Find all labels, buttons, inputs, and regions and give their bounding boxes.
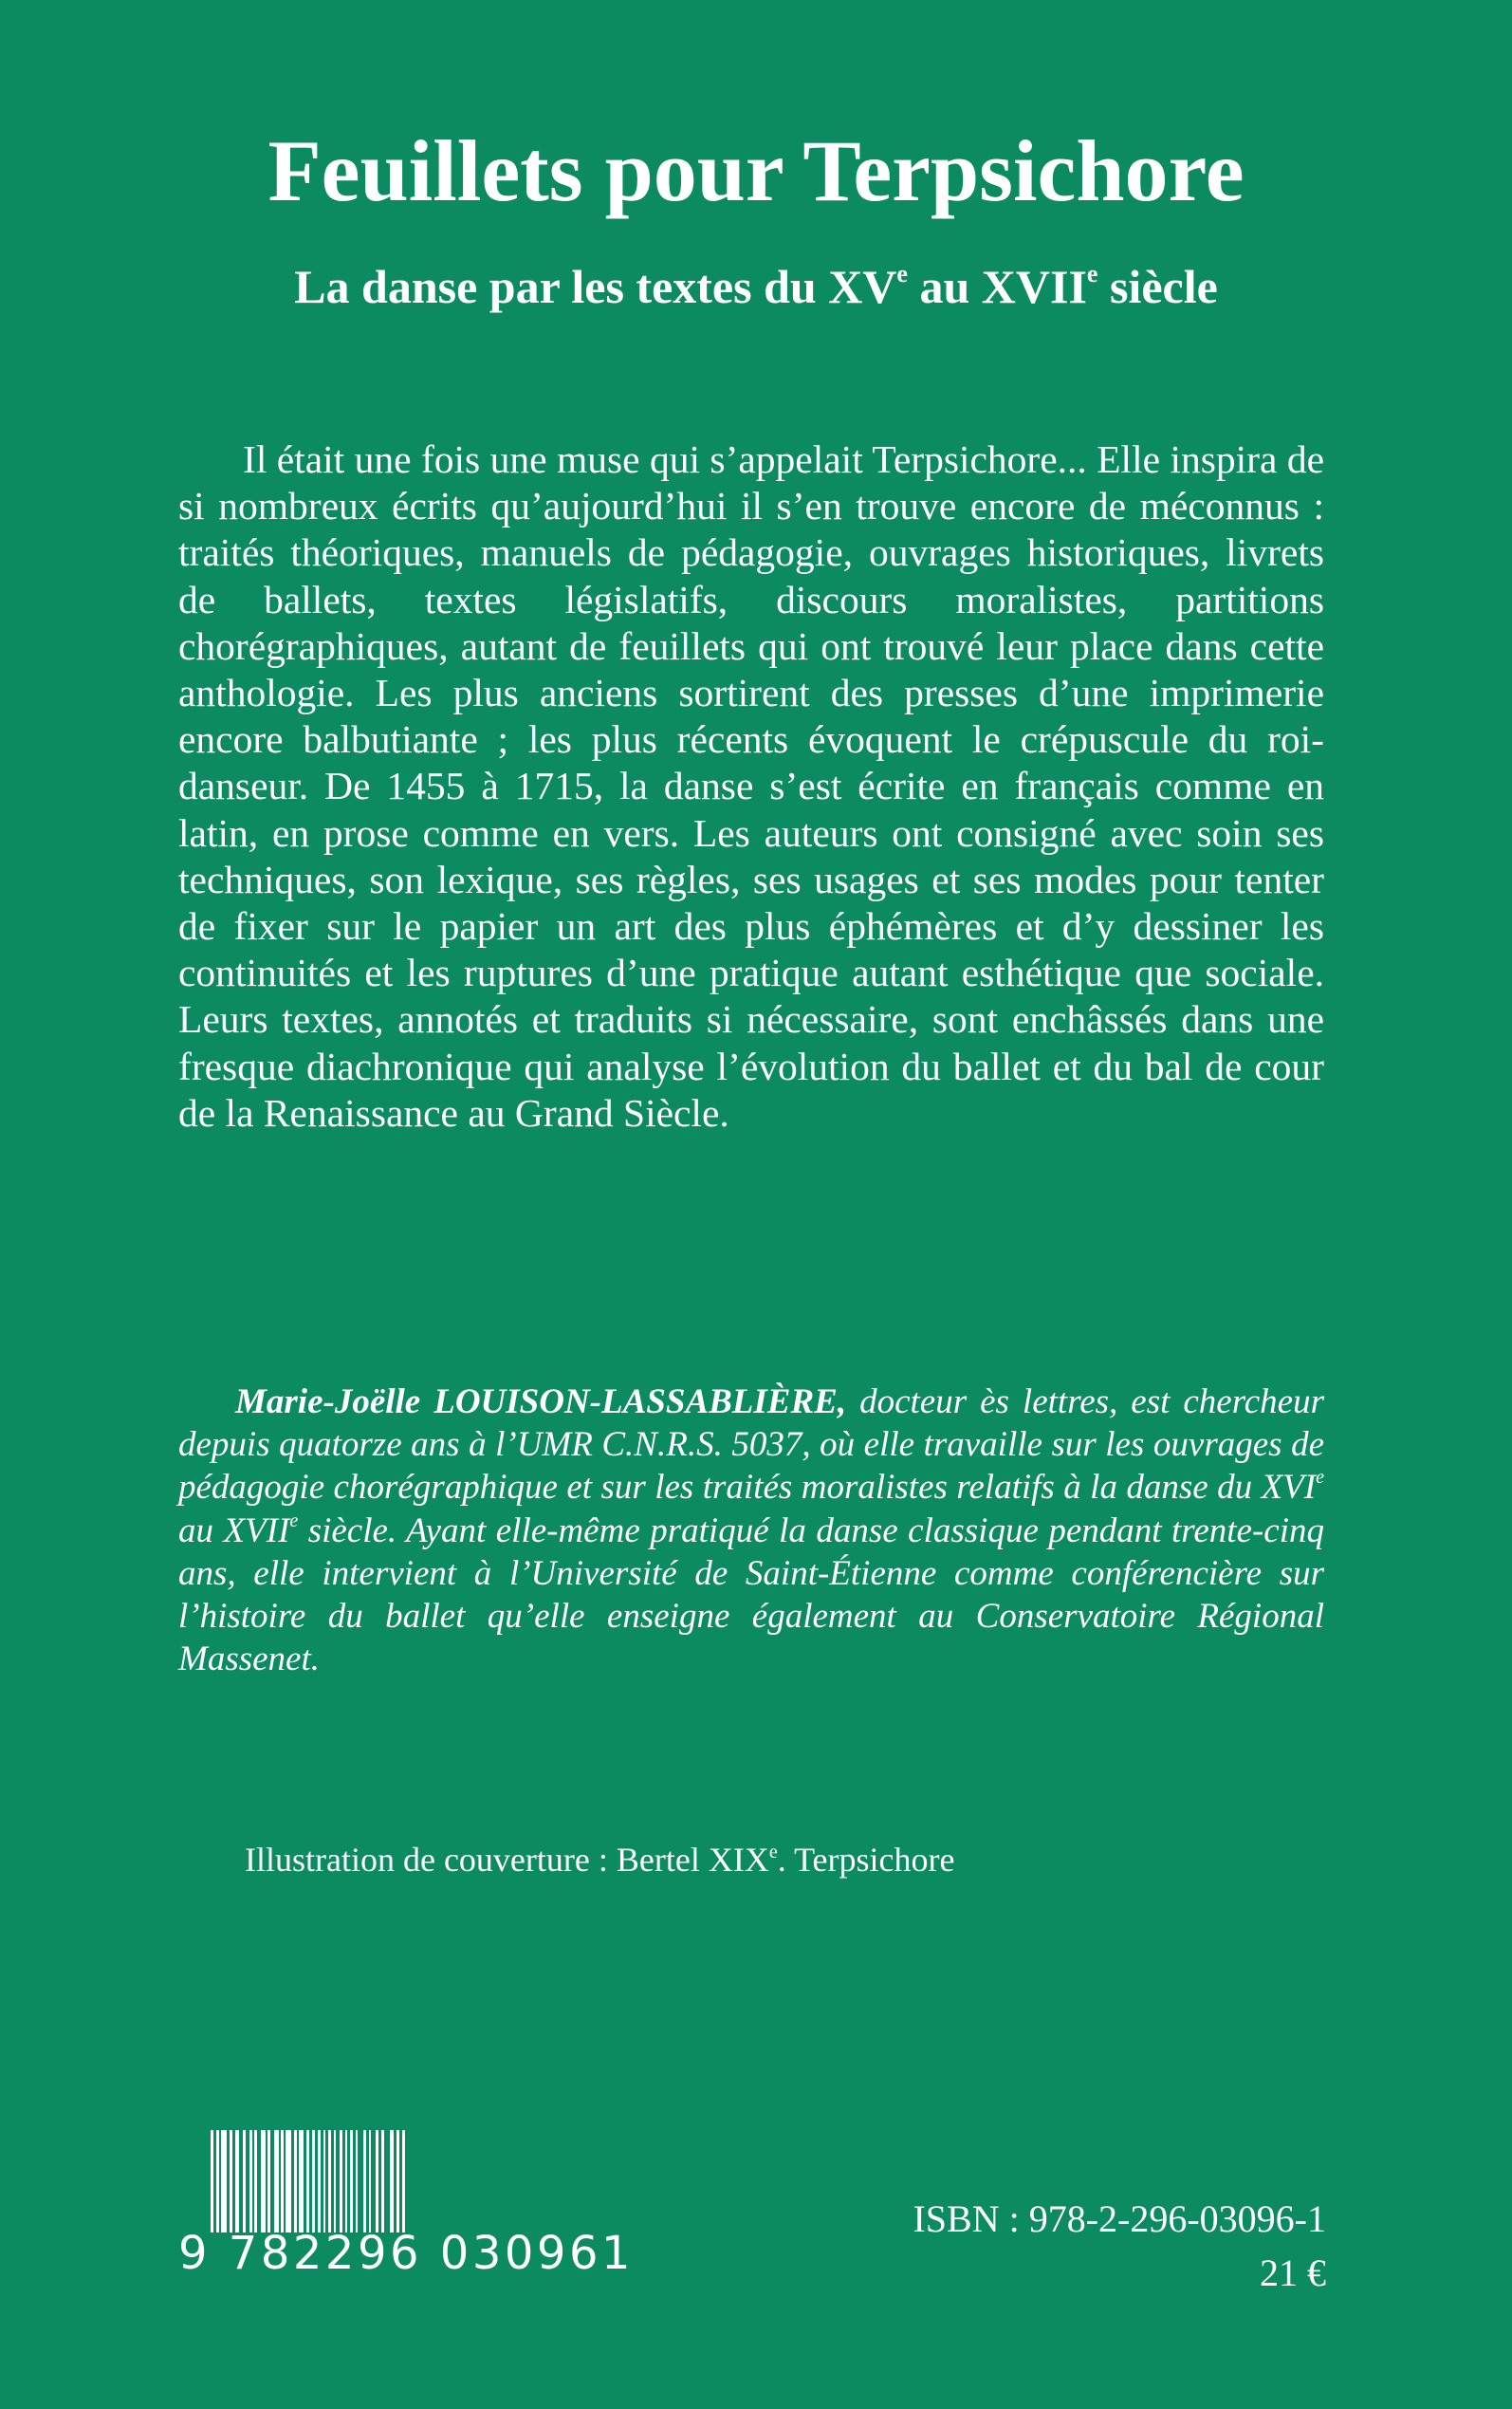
barcode-bar [249, 2130, 252, 2233]
bio-superscript: e [289, 1510, 299, 1531]
barcode-bar [254, 2130, 257, 2233]
barcode-bar [281, 2130, 284, 2233]
barcode-bar [323, 2130, 325, 2233]
subtitle-superscript: e [896, 260, 908, 287]
barcode-bar [306, 2130, 309, 2233]
barcode-bar [235, 2130, 239, 2233]
book-title: Feuillets pour Terpsichore [267, 122, 1245, 219]
barcode-bar [211, 2130, 213, 2233]
credit-text: Illustration de couverture : Bertel XIX [245, 1841, 769, 1879]
barcode-bar [381, 2130, 384, 2233]
bio-text: au XVII [178, 1510, 290, 1550]
barcode-bar [334, 2130, 336, 2233]
subtitle-part: La danse par les textes du XV [294, 260, 897, 313]
barcode-bar [243, 2130, 246, 2233]
barcode-bar [274, 2130, 279, 2233]
barcode-bar [363, 2130, 366, 2233]
barcode-bar [216, 2130, 219, 2233]
isbn: ISBN : 978-2-296-03096-1 [913, 2197, 1326, 2240]
barcode-bar [340, 2130, 342, 2233]
subtitle-part: au XVII [907, 260, 1087, 313]
bio-superscript: e [1316, 1467, 1324, 1489]
bio-text: docteur ès lettres, est chercheur depuis quatorze ans à l’UMR C.N.R.S. 5037, où elle travaille sur les ouvrages de pédagogie chorégraphique et sur les traités moralistes relatifs à la danse du XVI [178, 1382, 1324, 1508]
barcode-bar [376, 2130, 378, 2233]
barcode-bar [286, 2130, 291, 2233]
barcode-bar [312, 2130, 315, 2233]
author-bio [178, 1381, 1324, 1680]
barcode-bar [221, 2130, 227, 2233]
barcode-bar [230, 2130, 232, 2233]
barcode-bar [261, 2130, 266, 2233]
barcode-bar [294, 2130, 297, 2233]
barcode-bar [318, 2130, 321, 2233]
barcode-digits: 9 782296 030961 [178, 2227, 635, 2280]
barcode-bar [356, 2130, 358, 2233]
book-subtitle [0, 258, 1512, 315]
barcode-bar [396, 2130, 399, 2233]
subtitle-part: siècle [1097, 260, 1218, 313]
author-name: Marie-Joëlle LOUISON-LASSABLIÈRE, [235, 1382, 847, 1421]
subtitle-superscript: e [1086, 260, 1098, 287]
barcode-bar [267, 2130, 270, 2233]
barcode-bars [178, 2130, 603, 2234]
barcode-bar [328, 2130, 331, 2233]
credit-superscript: e [768, 1842, 778, 1862]
barcode-bar [402, 2130, 405, 2233]
barcode-bar [299, 2130, 304, 2233]
barcode-bar [369, 2130, 371, 2233]
price: 21 € [1260, 2251, 1326, 2294]
bio-text: siècle. Ayant elle-même pratiqué la danse classique pendant trente-cinq ans, elle intervient à l’Université de Saint-Étienne comme conférencière sur l’histoire du ballet qu’elle enseigne également au Conservatoire Régional Massenet. [178, 1510, 1324, 1679]
barcode-bar [345, 2130, 347, 2233]
barcode-bar [390, 2130, 394, 2233]
credit-text: . Terpsichore [777, 1841, 955, 1879]
book-blurb: Il était une fois une muse qui s’appelait Terpsichore... Elle inspira de si nombreux écrits qu’aujourd’hui il s’en trouve encore de méconnus : traités théoriques, manuels de pédagogie, ouvrages historiques, livrets de ballets, textes législatifs, discours moralistes, partitions chorégraphiques, autant de feuillets qui ont trouvé leur place dans cette anthologie. Les plus anciens sortirent des presses d’une imprimerie encore balbutiante ; les plus récents évoquent le crépuscule du roi-danseur. De 1455 à 1715, la danse s’est écrite en français comme en latin, en prose comme en vers. Les auteurs ont consigné avec soin ses techniques, son lexique, ses règles, ses usages et ses modes pour tenter de fixer sur le papier un art des plus éphémères et d’y dessiner les continuités et les ruptures d’une pratique autant esthétique que sociale. Leurs textes, annotés et traduits si nécessaire, sont enchâssés dans une fresque diachronique qui analyse l’évolution du ballet et du bal de cour de la Renaissance au Grand Siècle. [178, 437, 1324, 1135]
illustration-credit [245, 1839, 954, 1881]
barcode-bar [350, 2130, 353, 2233]
